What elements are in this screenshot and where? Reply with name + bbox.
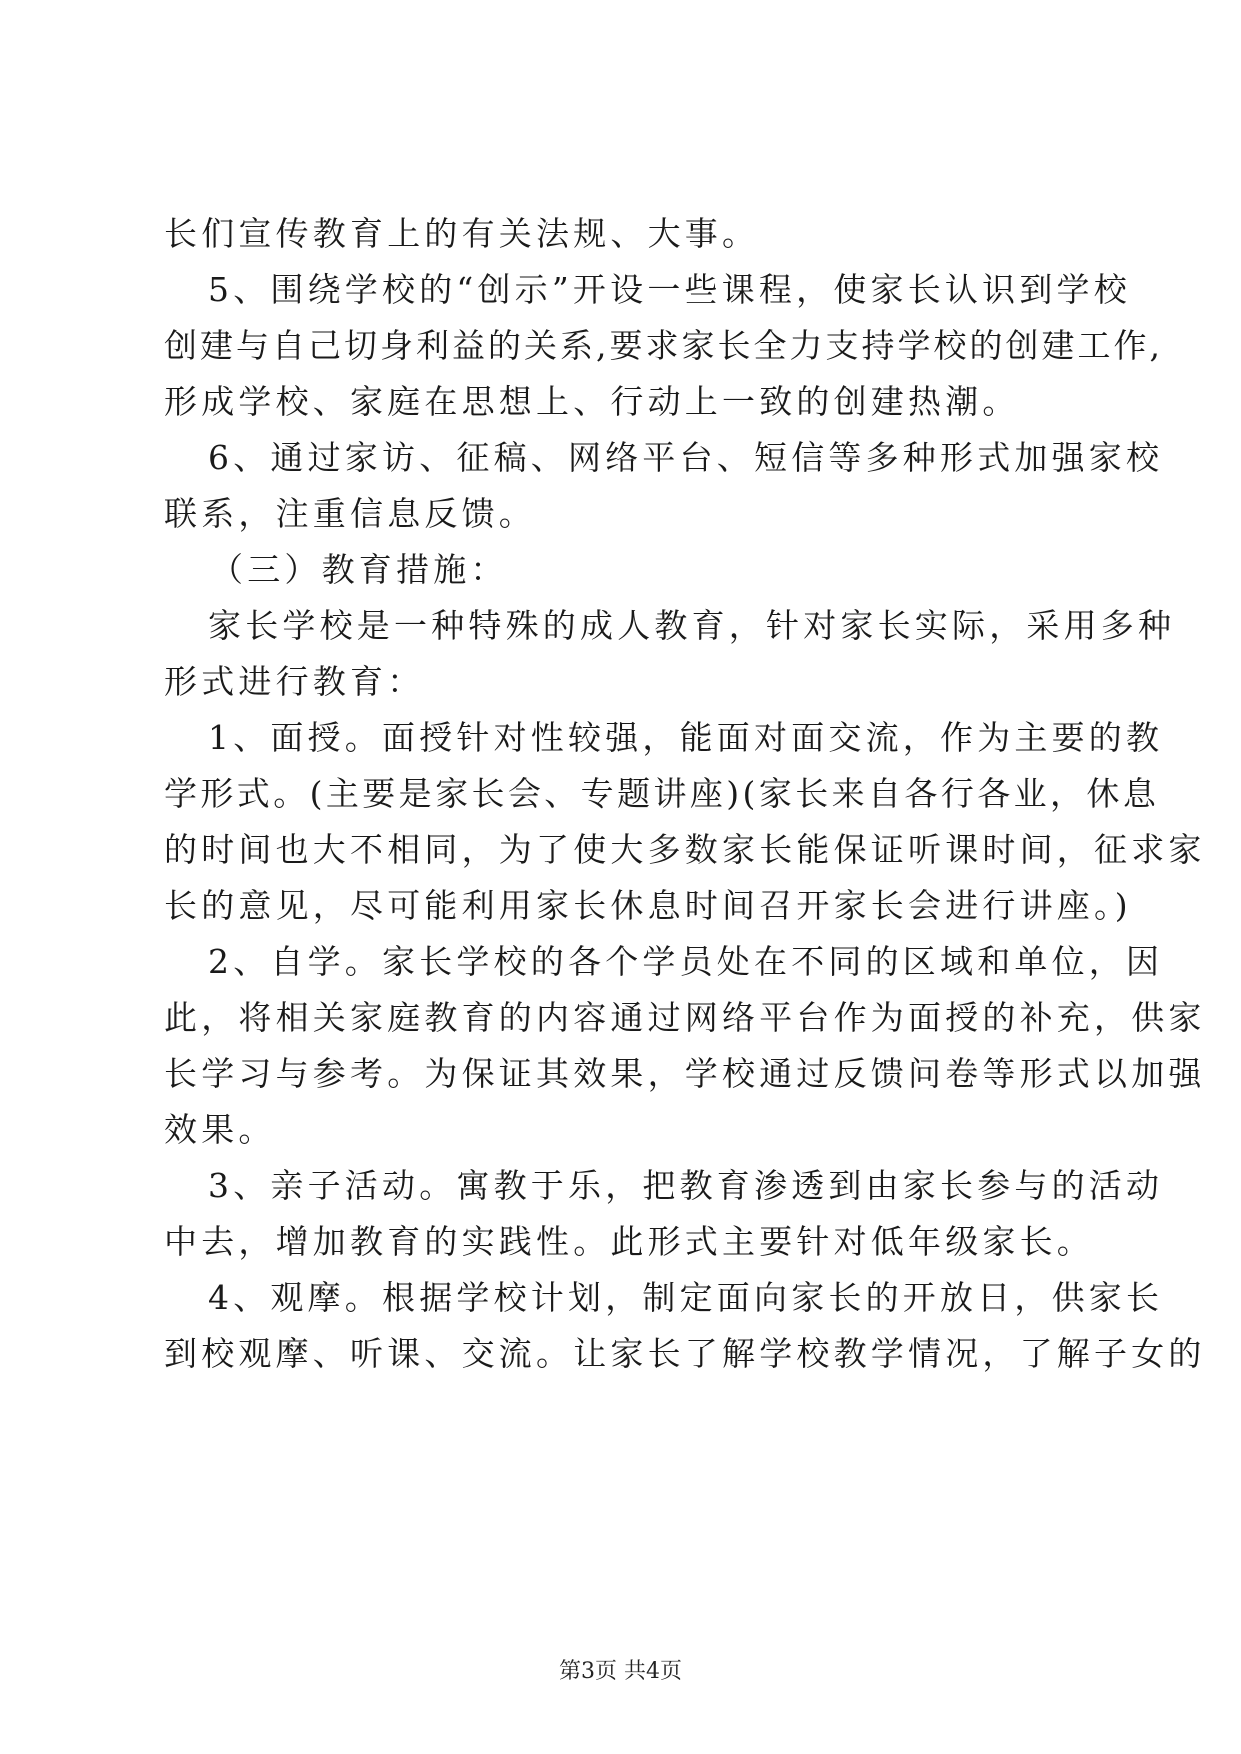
text-line-17: 效果。 — [164, 1110, 276, 1149]
text-line-2: 5、围绕学校的“创示”开设一些课程，使家长认识到学校 — [208, 270, 1131, 309]
text-line-10: 1、面授。面授针对性较强，能面对面交流，作为主要的教 — [208, 718, 1164, 757]
text-line-15: 此，将相关家庭教育的内容通过网络平台作为面授的补充，供家 — [164, 998, 1206, 1037]
text-line-12: 的时间也大不相同，为了使大多数家长能保证听课时间，征求家 — [164, 830, 1206, 869]
text-line-6: 联系，注重信息反馈。 — [164, 494, 536, 533]
text-line-18: 3、亲子活动。寓教于乐，把教育渗透到由家长参与的活动 — [208, 1166, 1164, 1205]
text-line-9: 形式进行教育： — [164, 662, 425, 701]
text-line-3: 创建与自己切身利益的关系,要求家长全力支持学校的创建工作, — [164, 326, 1163, 365]
text-line-5: 6、通过家访、征稿、网络平台、短信等多种形式加强家校 — [208, 438, 1164, 477]
text-line-19: 中去，增加教育的实践性。此形式主要针对低年级家长。 — [164, 1222, 1094, 1261]
text-line-14: 2、自学。家长学校的各个学员处在不同的区域和单位，因 — [208, 942, 1164, 981]
text-line-20: 4、观摩。根据学校计划，制定面向家长的开放日，供家长 — [208, 1278, 1164, 1317]
text-line-4: 形成学校、家庭在思想上、行动上一致的创建热潮。 — [164, 382, 1020, 421]
text-line-1: 长们宣传教育上的有关法规、大事。 — [164, 214, 760, 253]
section-heading: （三）教育措施： — [210, 550, 508, 589]
text-line-21: 到校观摩、听课、交流。让家长了解学校教学情况，了解子女的 — [164, 1334, 1206, 1373]
text-line-11: 学形式。(主要是家长会、专题讲座)(家长来自各行各业，休息 — [164, 774, 1160, 813]
text-line-13: 长的意见，尽可能利用家长休息时间召开家长会进行讲座。) — [164, 886, 1132, 925]
text-line-16: 长学习与参考。为保证其效果，学校通过反馈问卷等形式以加强 — [164, 1054, 1206, 1093]
page-footer: 第3页 共4页 — [559, 1659, 682, 1684]
text-line-8: 家长学校是一种特殊的成人教育，针对家长实际，采用多种 — [208, 606, 1176, 645]
